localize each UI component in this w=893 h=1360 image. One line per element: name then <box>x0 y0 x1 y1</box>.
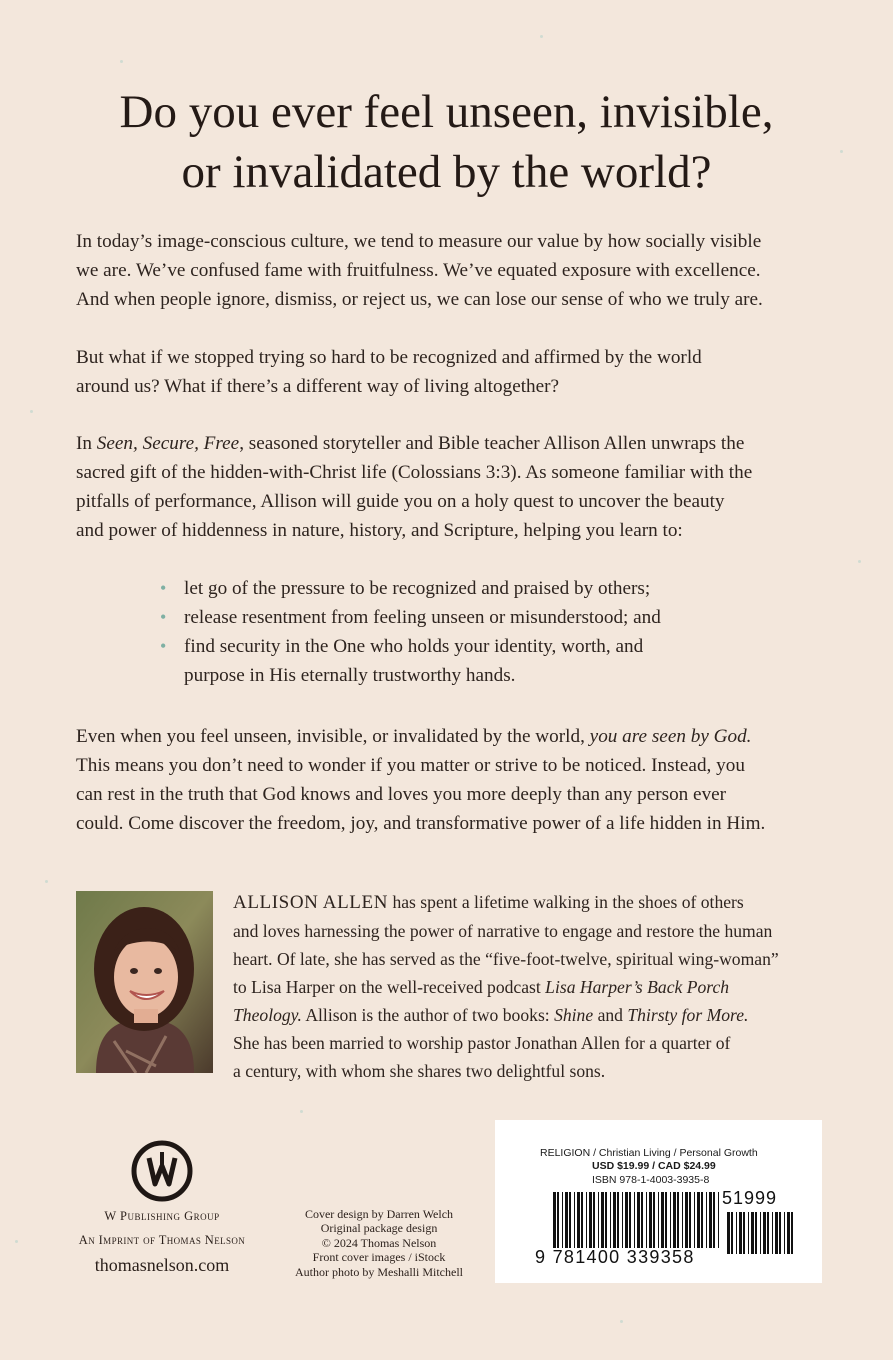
barcode-bar <box>713 1192 715 1248</box>
barcode-bar <box>661 1192 664 1248</box>
background-speck <box>300 1110 303 1113</box>
credit-line: Front cover images / iStock <box>312 1250 446 1265</box>
barcode-bar <box>760 1212 761 1254</box>
price-code: 51999 <box>722 1188 778 1208</box>
cover-credits <box>289 1207 469 1279</box>
list-item <box>160 574 800 603</box>
barcode-bar <box>731 1212 733 1254</box>
paragraph-line: around us? What if there’s a different way of living altogether? <box>76 376 560 397</box>
isbn-label: ISBN 978-1-4003-3935-8 <box>592 1174 710 1186</box>
bullet-icon: • <box>160 636 167 656</box>
headline-line: or invalidated by the world? <box>181 146 712 198</box>
barcode-bar <box>736 1212 737 1254</box>
barcode-bar <box>718 1192 719 1248</box>
paragraph-line: sacred gift of the hidden-with-Christ life (Colossians 3:3). As someone familiar with the <box>76 462 753 483</box>
paragraph-line: pitfalls of performance, Allison will guide you on a holy quest to uncover the beauty <box>76 491 725 512</box>
barcode-bar <box>581 1192 583 1248</box>
list-item-text: find security in the One who holds your identity, worth, and <box>184 636 644 657</box>
barcode-bar <box>646 1192 647 1248</box>
barcode-bar <box>598 1192 599 1248</box>
bio-line <box>233 888 833 917</box>
barcode-bar <box>617 1192 619 1248</box>
background-speck <box>15 1240 18 1243</box>
barcode-bar <box>685 1192 688 1248</box>
barcode-bar <box>625 1192 628 1248</box>
paragraph-line: But what if we stopped trying so hard to be recognized and affirmed by the world <box>76 347 702 368</box>
barcode-bar <box>562 1192 563 1248</box>
barcode-bar <box>701 1192 703 1248</box>
barcode-bar <box>665 1192 667 1248</box>
barcode-bar <box>772 1212 773 1254</box>
barcode-bar <box>743 1212 745 1254</box>
barcode-bar <box>677 1192 679 1248</box>
text-segment: Allison is the author of two books: <box>301 1005 555 1025</box>
barcode-bar <box>775 1212 778 1254</box>
headline-line: Do you ever feel unseen, invisible, <box>119 86 774 138</box>
bio-line <box>233 973 833 1001</box>
barcode-bar <box>706 1192 707 1248</box>
list-item <box>160 603 800 632</box>
barcode-bar <box>779 1212 781 1254</box>
barcode-bar <box>673 1192 676 1248</box>
barcode-panel <box>495 1120 822 1283</box>
bio-line: She has been married to worship pastor Jonathan Allen for a quarter of <box>233 1033 731 1053</box>
barcode-bar <box>763 1212 766 1254</box>
text-segment: Even when you feel unseen, invisible, or invalidated by the world, <box>76 726 590 747</box>
barcode-bar <box>649 1192 652 1248</box>
author-bio <box>233 888 833 1085</box>
text-segment: , seasoned storyteller and Bible teacher Allison Allen unwraps the <box>239 433 745 454</box>
barcode-bar <box>634 1192 635 1248</box>
barcode-bar <box>682 1192 683 1248</box>
author-name: ALLISON ALLEN <box>233 892 389 913</box>
barcode-bar <box>622 1192 623 1248</box>
barcode-bar <box>791 1212 793 1254</box>
barcode-bar <box>613 1192 616 1248</box>
author-photo <box>76 891 213 1073</box>
barcode-bar <box>748 1212 749 1254</box>
background-speck <box>620 1320 623 1323</box>
bio-line: and loves harnessing the power of narrative to engage and restore the human <box>233 921 773 941</box>
book-title: Seen, Secure, Free <box>96 433 240 454</box>
barcode-number: 9 781400 339358 <box>535 1247 695 1267</box>
barcode-bar <box>727 1212 730 1254</box>
credit-line: © 2024 Thomas Nelson <box>321 1235 437 1250</box>
background-speck <box>45 880 48 883</box>
paragraph-line <box>76 429 816 458</box>
barcode-bar <box>767 1212 769 1254</box>
barcode-bar <box>629 1192 631 1248</box>
paragraph-line: we are. We’ve confused fame with fruitfulness. We’ve equated exposure with excellence. <box>76 260 761 281</box>
bio-line: a century, with whom she shares two delightful sons. <box>233 1061 606 1081</box>
publisher-name: W Publishing Group <box>104 1209 220 1223</box>
credit-line: Original package design <box>320 1221 438 1236</box>
barcode-bar <box>787 1212 790 1254</box>
text-segment: has spent a lifetime walking in the shoes of others <box>388 892 744 912</box>
paragraph-line: and power of hiddenness in nature, history, and Scripture, helping you learn to: <box>76 520 683 541</box>
background-speck <box>30 410 33 413</box>
paragraph-line: could. Come discover the freedom, joy, and transformative power of a life hidden in Him. <box>76 813 766 834</box>
barcode-bar <box>553 1192 556 1248</box>
background-speck <box>540 35 543 38</box>
barcode-bar <box>557 1192 559 1248</box>
barcode-bar <box>739 1212 742 1254</box>
paragraph-line: In today’s image-conscious culture, we tend to measure our value by how socially visible <box>76 231 762 252</box>
publisher-block <box>62 1140 262 1276</box>
barcode-bar <box>658 1192 659 1248</box>
barcode-bar <box>610 1192 611 1248</box>
barcode-bar <box>694 1192 695 1248</box>
publisher-logo-icon <box>131 1140 193 1202</box>
barcode-bar <box>755 1212 757 1254</box>
list-item-text: let go of the pressure to be recognized and praised by others; <box>184 578 651 599</box>
list-item-text: release resentment from feeling unseen or misunderstood; and <box>184 607 661 628</box>
barcode-bar <box>601 1192 604 1248</box>
barcode-bar <box>569 1192 571 1248</box>
podcast-title: Lisa Harper’s Back Porch <box>545 977 730 997</box>
barcode-bar <box>689 1192 691 1248</box>
paragraph-line: can rest in the truth that God knows and loves you more deeply than any person ever <box>76 784 727 805</box>
emphasis-text: you are seen by God. <box>589 726 752 747</box>
credit-line: Cover design by Darren Welch <box>304 1207 454 1221</box>
barcode-bar <box>784 1212 785 1254</box>
paragraph-book-description <box>76 429 816 545</box>
category-label: RELIGION / Christian Living / Personal Growth <box>540 1147 758 1159</box>
bullet-icon: • <box>160 578 167 598</box>
background-speck <box>120 60 123 63</box>
barcode-bar <box>697 1192 700 1248</box>
barcode-bar <box>593 1192 595 1248</box>
bio-line: heart. Of late, she has served as the “five-foot-twelve, spiritual wing-woman” <box>233 949 779 969</box>
barcode-bar <box>589 1192 592 1248</box>
barcode-bar <box>637 1192 640 1248</box>
paragraph-line: This means you don’t need to wonder if you matter or strive to be noticed. Instead, you <box>76 755 745 776</box>
publisher-imprint: An Imprint of Thomas Nelson <box>78 1233 246 1247</box>
headline <box>0 82 893 202</box>
paragraph-intro <box>76 227 816 314</box>
podcast-title: Theology. <box>233 1005 302 1025</box>
bio-line <box>233 1001 833 1029</box>
book-title: Thirsty for More. <box>627 1005 749 1025</box>
paragraph-closing <box>76 722 816 838</box>
barcode-bar <box>605 1192 607 1248</box>
background-speck <box>858 560 861 563</box>
paragraph-question <box>76 343 816 401</box>
bullet-icon: • <box>160 607 167 627</box>
addon-barcode-bars <box>727 1212 797 1254</box>
benefit-list <box>160 574 800 690</box>
barcode-bar <box>565 1192 568 1248</box>
publisher-url[interactable]: thomasnelson.com <box>94 1255 230 1275</box>
barcode-bar <box>709 1192 712 1248</box>
text-segment: In <box>76 433 97 454</box>
list-item-text: purpose in His eternally trustworthy hands. <box>184 665 516 686</box>
credit-line: Author photo by Meshalli Mitchell <box>295 1264 463 1279</box>
barcode-bar <box>641 1192 643 1248</box>
barcode-bar <box>574 1192 575 1248</box>
barcode-bar <box>653 1192 655 1248</box>
paragraph-line <box>76 722 816 751</box>
paragraph-line: And when people ignore, dismiss, or reject us, we can lose our sense of who we truly are. <box>76 289 763 310</box>
text-segment: to Lisa Harper on the well-received podcast <box>233 977 546 997</box>
barcode-bar <box>586 1192 587 1248</box>
price-label: USD $19.99 / CAD $24.99 <box>592 1160 716 1172</box>
barcode-bars <box>553 1192 721 1248</box>
author-portrait-illustration <box>76 891 213 1073</box>
list-item <box>160 632 800 690</box>
text-segment: and <box>593 1005 628 1025</box>
barcode-bar <box>751 1212 754 1254</box>
book-title: Shine <box>554 1005 594 1025</box>
barcode-bar <box>670 1192 671 1248</box>
barcode-bar <box>577 1192 580 1248</box>
